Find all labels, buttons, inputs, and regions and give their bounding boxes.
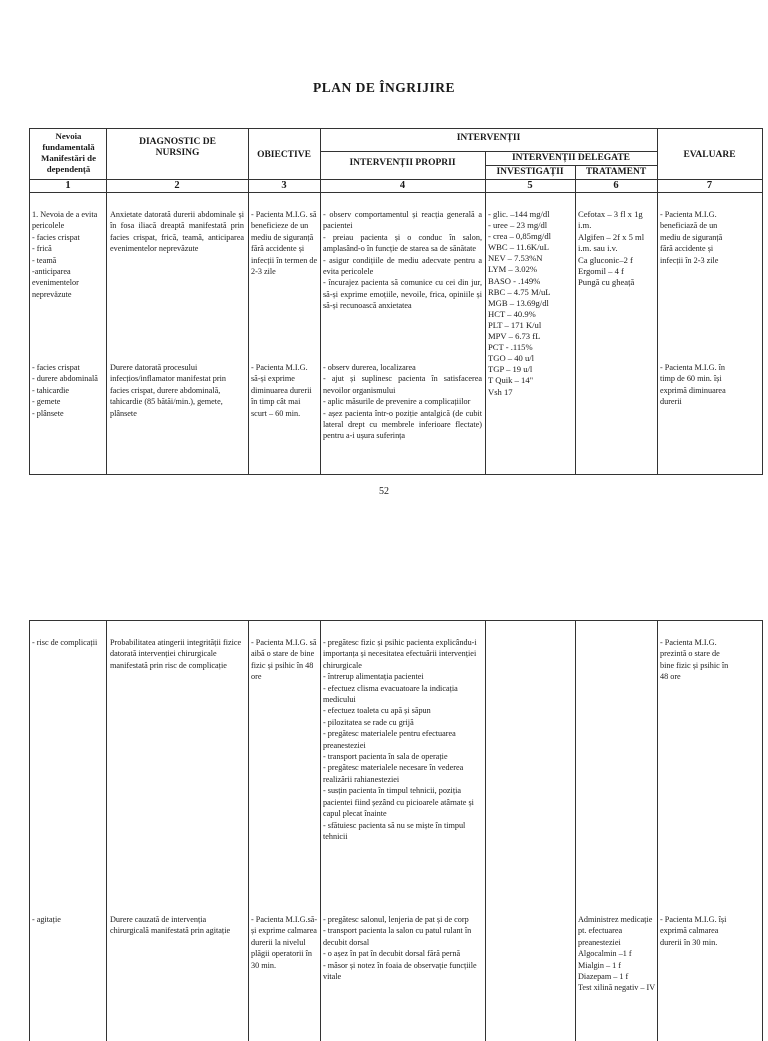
col-number-1: 1 <box>65 180 71 191</box>
care-plan-table-page-2 <box>29 620 763 1041</box>
cell-nevoia-3: - risc de complicații <box>32 638 98 647</box>
cell-nevoia-2: - facies crispat - durere abdominală - tahicardie - gemete - plânsete <box>32 363 98 418</box>
cell-evaluare-1: - Pacienta M.I.G. beneficiază de un mediu de siguranță fără accidente și infecții în 2-3 zile <box>660 210 723 265</box>
col-number-6: 6 <box>613 180 619 191</box>
col-number-7: 7 <box>706 180 713 191</box>
cell-interventii-proprii-4: - pregătesc salonul, lenjeria de pat și de corp - transport pacienta la salon cu patul rulant în decubit dorsal - o așez în pat în decubit dorsal fără pernă - măsor și notez în foaia de observație funcțiile vitale <box>323 915 477 982</box>
header-investigatii: INVESTIGAȚII <box>496 167 564 177</box>
cell-interventii-proprii-3: - pregătesc fizic și psihic pacienta explicându-i importanța și necesitatea efectuării intervenției chirurgicale - întrerup alimentația pacientei - efectuez clisma evacuatoare la indicația medicului - efectuez toaleta cu apă și săpun - pilozitatea se rade cu grijă - pregătesc materialele pentru efectuarea preanesteziei - transport pacienta în sala de operație - pregătesc materialele necesare în vederea realizării rahianesteziei - susțin pacienta în timpul tehnicii, poziția pacientei fiind șezând cu picioarele atârnate și capul plecat înainte - sfătuiesc pacienta să nu se miște în timpul tehnicii <box>323 638 477 841</box>
col-number-2: 2 <box>174 180 180 191</box>
cell-evaluare-3: - Pacienta M.I.G. prezintă o stare de bine fizic și psihic în 48 ore <box>660 638 729 682</box>
cell-interventii-proprii-2: - observ durerea, localizarea - ajut și suplinesc pacienta în satisfacerea nevoilor organismului - aplic măsurile de prevenire a complicațiilor - așez pacienta într-o poziție antalgică (de cubit lateral drept cu membrele inferioare flectate) pentru a-i ușura suferința <box>323 363 482 441</box>
col-number-5: 5 <box>527 180 533 191</box>
cell-tratament-4: Administrez medicație pt. efectuarea preanesteziei Algocalmin –1 f Mialgin – 1 f Diazepam – 1 f Test xilină negativ – IV <box>578 915 656 993</box>
cell-diagnostic-2: Durere datorată procesului infecțios/inflamator manifestat prin facies crispat, durere abdominală, tahicardie (85 bătăi/min.), gemete, plânsete <box>110 363 226 418</box>
cell-diagnostic-1: Anxietate datorată durerii abdominale și în fosa iliacă dreaptă manifestată prin facies crispat, frică, teamă, anticiparea evenimentelor neprevăzute <box>110 210 244 254</box>
header-interventii: INTERVENȚII <box>456 133 521 143</box>
cell-obiective-4: - Pacienta M.I.G.să-și exprime calmarea durerii la nivelul plăgii operatorii în 30 min. <box>251 915 318 970</box>
cell-obiective-3: - Pacienta M.I.G. să aibă o stare de bine fizic și psihic în 48 ore <box>251 638 317 682</box>
cell-nevoia-4: - agitație <box>32 915 61 924</box>
header-tratament: TRATAMENT <box>585 167 647 177</box>
page-number: 52 <box>379 486 389 497</box>
header-obiective: OBIECTIVE <box>257 150 311 160</box>
header-diagnostic: DIAGNOSTIC DE NURSING <box>139 137 216 158</box>
cell-obiective-2: - Pacienta M.I.G. să-și exprime diminuarea durerii în timp cât mai scurt – 60 min. <box>251 363 312 418</box>
cell-diagnostic-3: Probabilitatea atingerii integrității fizice datorată intervenției chirurgicale manifestată prin risc de complicație <box>110 638 242 670</box>
header-interventii-proprii: INTERVENȚII PROPRII <box>349 158 456 168</box>
care-plan-table-page-1 <box>29 128 763 475</box>
cell-interventii-proprii-1: - observ comportamentul și reacția generală a pacientei - preiau pacienta și o conduc în salon, amplasând-o în funcție de starea sa de sănătate - asigur condițiile de mediu adecvate pentru a evita pericolele - încurajez pacienta să comunice cu cei din jur, să-și exprime emoțiile, nevoile, frica, opiniile și să-și recunoască anxietatea <box>323 210 482 311</box>
cell-diagnostic-4: Durere cauzată de intervenția chirurgicală manifestată prin agitație <box>110 915 231 936</box>
cell-obiective-1: - Pacienta M.I.G. să beneficieze de un mediu de siguranță fără accidente și infecții în termen de 2-3 zile <box>251 210 318 277</box>
header-interventii-delegate: INTERVENȚII DELEGATE <box>511 153 630 163</box>
page-title: PLAN DE ÎNGRIJIRE <box>312 80 456 95</box>
header-evaluare: EVALUARE <box>683 150 736 160</box>
cell-nevoia-1: 1. Nevoia de a evita pericolele - facies crispat - frică - teamă -anticiparea evenimentelor nepreväzute <box>32 210 98 299</box>
cell-evaluare-2: - Pacienta M.I.G. în timp de 60 min. își exprimă diminuarea durerii <box>660 363 726 407</box>
cell-evaluare-4: - Pacienta M.I.G. își exprimă calmarea durerii în 30 min. <box>660 915 727 947</box>
col-number-3: 3 <box>281 180 287 191</box>
cell-investigatii-1: - glic. –144 mg/dl - uree – 23 mg/dl - crea – 0,85mg/dl WBC – 11.6K/uL NEV – 7.53%N LYM – 3.02% BASO - .149% RBC – 4.75 M/uL MGB – 13.69g/dl HCT – 40.9% PLT – 171 K/ul MPV – 6.73 fL PCT - .115% TGO – 40 u/l TGP – 19 u/l T Quik – 14" Vsh 17 <box>488 209 552 397</box>
header-nevoia: Nevoia fundamentală Manifestări de dependență <box>41 131 96 174</box>
cell-tratament-1: Cefotax – 3 fl x 1g i.m. Algifen – 2f x 5 ml i.m. sau i.v. Ca gluconic–2 f Ergomil – 4 f Pungă cu gheață <box>578 209 645 288</box>
col-number-4: 4 <box>399 180 406 191</box>
